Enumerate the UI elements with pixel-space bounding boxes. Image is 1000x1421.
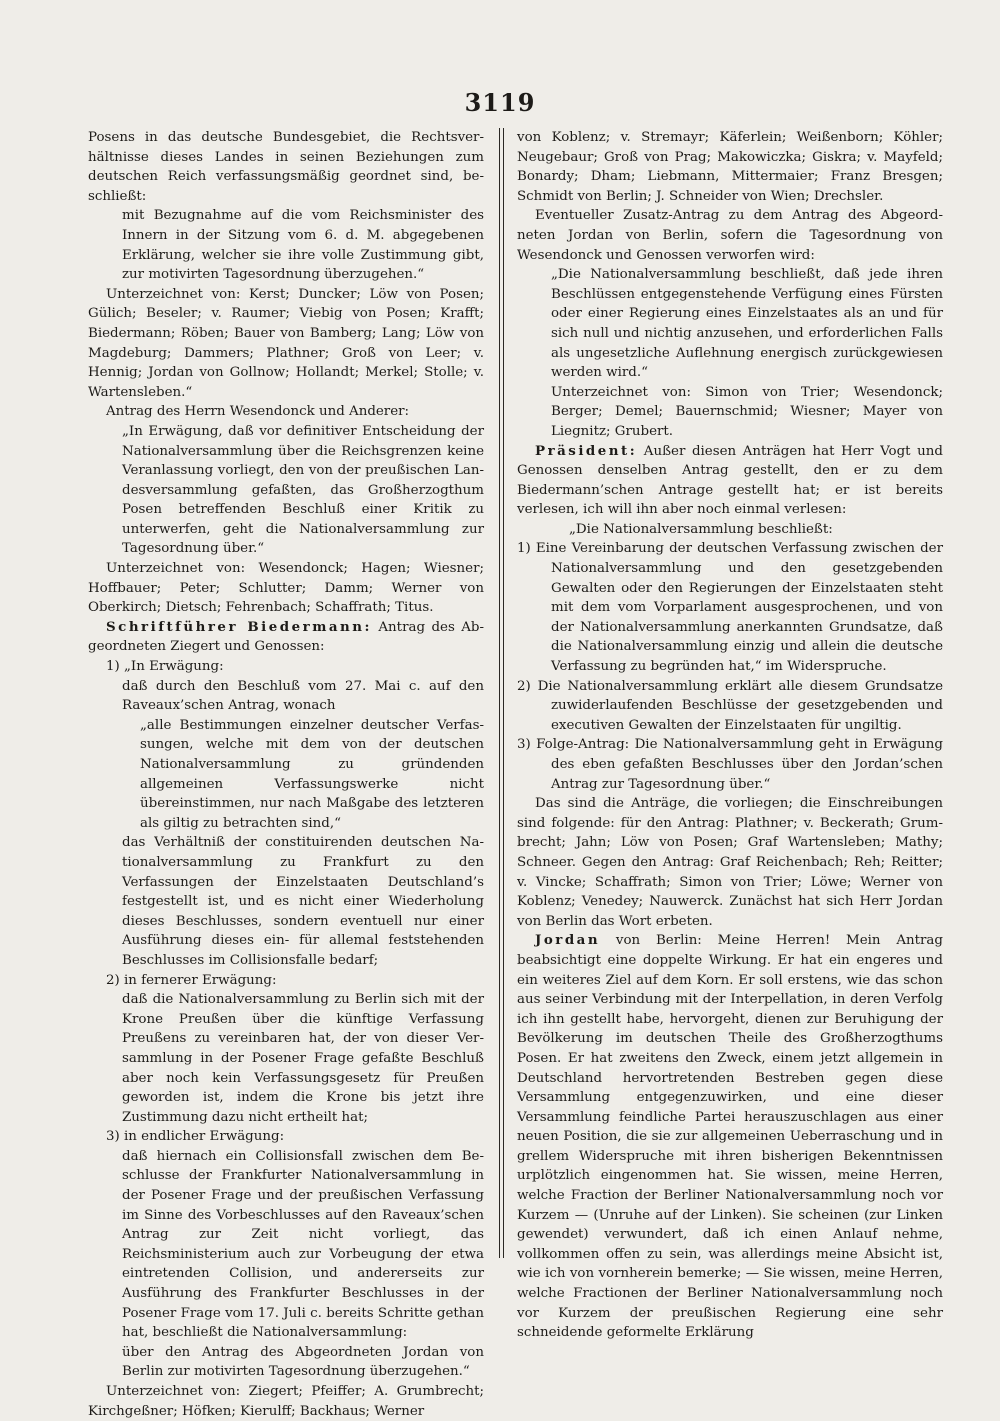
speech-text: Außer diesen Anträgen hat Herr Vogt und Genossen denselben Antrag gestellt, den er zu dem Biedermann’schen Antrage gestellt hat; er ist bereits verlesen, ich will ihn aber noch einmal verlesen: xyxy=(517,443,943,518)
paragraph: das Verhältniß der constituirenden deutschen Nationalversammlung zu Frankfurt zu den Verfassungen der Einzelstaaten Deutschland’s festgestellt ist, und es nicht einer Wiederholung dieses Beschlusses, sondern eventuell nur einer Ausführung dieses ein- für allemal feststehenden Beschlusses im Collisionsfalle bedarf; xyxy=(122,835,484,968)
paragraph: 1) „In Erwägung: xyxy=(106,659,224,675)
speech-text: Antrag des Abgeordneten Ziegert und Genossen: xyxy=(88,619,485,655)
paragraph: „alle Bestimmungen einzelner deutscher Verfassungen, welche mit dem von der deutschen Nationalversammlung zu gründenden allgemeinen Verfassungswerke nicht übereinstimmen, nur nach Maßgabe des letzteren als giltig zu betrachten sind,“ xyxy=(140,717,484,831)
paragraph: von Koblenz; v. Stremayr; Käferlein; Weißenborn; Köhler; Neugebaur; Groß von Prag; Makowiczka; Giskra; v. Mayfeld; Bonardy; Dham; Liebmann, Mittermaier; Franz Bresgen; Schmidt von Berlin; J. Schneider von Wien; Drechsler. xyxy=(517,130,943,204)
speaker-name: Präsident: xyxy=(535,442,638,459)
speaker-name: Jordan xyxy=(535,932,601,949)
paragraph: Eventueller Zusatz-Antrag zu dem Antrag des Abgeordneten Jordan von Berlin, sofern die Tagesordnung von Wesendonck und Genossen verworfen wird: xyxy=(517,208,943,263)
paragraph xyxy=(88,618,484,657)
paragraph: „Die Nationalversammlung beschließt: xyxy=(569,521,833,537)
paragraph: daß durch den Beschluß vom 27. Mai c. auf den Raveaux’schen Antrag, wonach xyxy=(122,678,484,714)
page-number: 3119 xyxy=(464,88,536,117)
paragraph: daß die Nationalversammlung zu Berlin sich mit der Krone Preußen über die künftige Verfassung Preußens zu vereinbaren hat, der von dieser Versammlung in der Posener Frage gefaßte Beschluß aber noch kein Verfassungsgesetz für Preußen geworden ist, indem die Krone bis jetzt ihre Zustimmung dazu nicht ertheilt hat; xyxy=(122,992,484,1125)
paragraph: 2) Die Nationalversammlung erklärt alle diesem Grundsatze zuwiderlaufenden Beschlüsse der gesetzgebenden und executiven Gewalten der Einzelstaaten für ungiltig. xyxy=(517,678,943,733)
paragraph: Antrag des Herrn Wesendonck und Anderer: xyxy=(106,404,410,420)
paragraph: Unterzeichnet von: Wesendonck; Hagen; Wiesner; Hoffbauer; Peter; Schlutter; Damm; Werner von Oberkirch; Dietsch; Fehrenbach; Schaffrath; Titus. xyxy=(88,561,484,616)
speech-text: von Berlin: Meine Herren! Mein Antrag beabsichtigt eine doppelte Wirkung. Er hat ein engeres und ein weiteres Ziel auf dem Korn. Er soll erstens, wie das schon aus seiner Verbindung mit der Interpellation, in deren Verfolg ich ihn gestellt habe, hervorgeht, dienen zur Beruhigung der Bevölkerung im deutschen Theile des Großherzogthums Posen. Er hat zweitens den Zweck, einem jetzt allgemein in Deutschland hervortretenden Bestreben gegen diese Versammlung entgegenzuwirken, und eine dieser Versammlung feindliche Partei herauszuschlagen aus einer neuen Position, die sie zur allgemeinen Ueberraschung und in grellem Widerspruche mit ihren bisherigen Bekenntnissen urplötzlich eingenommen hat. Sie wissen, meine Herren, welche Fraction der Berliner Nationalversammlung noch vor Kurzem — (Unruhe auf der Linken). Sie scheinen (zur Linken gewendet) verwundert, daß ich einen Anlauf nehme, vollkommen offen zu sein, was allerdings meine Absicht ist, wie ich von vornherein bemerke; — Sie wissen, meine Herren, welche Fractionen der Berliner Nationalversammlung noch vor Kurzem der preußischen Regierung eine sehr schneidende geformelte Erklärung xyxy=(517,933,943,1341)
column-rule xyxy=(499,128,504,1258)
paragraph: daß hiernach ein Collisionsfall zwischen dem Beschlusse der Frankfurter Nationalversammlung in der Posener Frage und der preußischen Verfassung im Sinne des Vorbeschlusses auf den Raveaux’schen Antrag zur Zeit nicht vorliegt, das Reichsministerium auch zur Vorbeugung der etwa eintretenden Collision, und andererseits zur Ausführung des Frankfurter Beschlusses in der Posener Frage vom 17. Juli c. bereits Schritte gethan hat, beschließt die Nationalversammlung: xyxy=(122,1148,484,1341)
paragraph: Posens in das deutsche Bundesgebiet, die Rechtsverhältnisse dieses Landes in seinen Beziehungen zum deutschen Reich verfassungsmäßig geordnet sind, beschließt: xyxy=(88,130,484,204)
paragraph: Unterzeichnet von: Simon von Trier; Wesendonck; Berger; Demel; Bauernschmid; Wiesner; Mayer von Liegnitz; Grubert. xyxy=(551,384,943,439)
paragraph: mit Bezugnahme auf die vom Reichsminister des Innern in der Sitzung vom 6. d. M. abgegebenen Erklärung, welcher sie ihre volle Zustimmung gibt, zur motivirten Tagesordnung überzugehen.“ xyxy=(122,208,484,283)
paragraph: über den Antrag des Abgeordneten Jordan von Berlin zur motivirten Tagesordnung überzugehen.“ xyxy=(122,1344,484,1380)
paragraph xyxy=(517,931,943,1342)
speaker-name: Schriftführer Biedermann: xyxy=(106,618,372,635)
paragraph: Das sind die Anträge, die vorliegen; die Einschreibungen sind folgende: für den Antrag: Plathner; v. Beckerath; Grumbrecht; Jahn; Löw von Posen; Graf Wartensleben; Mathy; Schneer. Gegen den Antrag: Graf Reichenbach; Reh; Reitter; v. Vincke; Schaffrath; Simon von Trier; Löwe; Werner von Koblenz; Venedey; Nauwerck. Zunächst hat sich Herr Jordan von Berlin das Wort erbeten. xyxy=(517,796,943,929)
paragraph: 1) Eine Vereinbarung der deutschen Verfassung zwischen der Nationalversammlung und den gesetzgebenden Gewalten oder den Regierungen der Einzelstaaten steht mit dem vom Vorparlament ausgesprochenen, und von der Nationalversammlung anerkannten Grundsatze, daß die Nationalversammlung einzig und allein die deutsche Verfassung zu begründen hat,“ im Widerspruche. xyxy=(517,541,943,675)
left-column xyxy=(88,128,485,1419)
paragraph: 3) Folge-Antrag: Die Nationalversammlung geht in Erwägung des eben gefaßten Beschlusses über den Jordan’schen Antrag zur Tagesordnung über.“ xyxy=(517,737,943,792)
right-column xyxy=(517,128,943,1341)
paragraph: Unterzeichnet von: Kerst; Duncker; Löw von Posen; Gülich; Beseler; v. Raumer; Viebig von Posen; Krafft; Biedermann; Röben; Bauer von Bamberg; Lang; Löw von Magdeburg; Dammers; Plathner; Groß von Leer; v. Hennig; Jordan von Gollnow; Hollandt; Merkel; Stolle; v. Wartensleben.“ xyxy=(88,286,484,400)
paragraph: 2) in fernerer Erwägung: xyxy=(106,972,277,988)
paragraph: 3) in endlicher Erwägung: xyxy=(106,1129,285,1145)
paragraph: „Die Nationalversammlung beschließt, daß jede ihren Beschlüssen entgegenstehende Verfügung eines Fürsten oder einer Regierung eines Einzelstaates als an und für sich null und nichtig anzusehen, und erforderlichen Falls als ungesetzliche Auflehnung energisch zurückgewiesen werden wird.“ xyxy=(551,267,943,381)
paragraph xyxy=(517,442,943,520)
paragraph: „In Erwägung, daß vor definitiver Entscheidung der Nationalversammlung über die Reichsgrenzen keine Veranlassung vorliegt, den von der preußischen Landesversammlung gefaßten, das Großherzogthum Posen betreffenden Beschluß einer Kritik zu unterwerfen, geht die Nationalversammlung zur Tagesordnung über.“ xyxy=(122,423,484,557)
paragraph: Unterzeichnet von: Ziegert; Pfeiffer; A. Grumbrecht; Kirchgeßner; Höfken; Kierulff; Backhaus; Werner xyxy=(88,1384,484,1419)
